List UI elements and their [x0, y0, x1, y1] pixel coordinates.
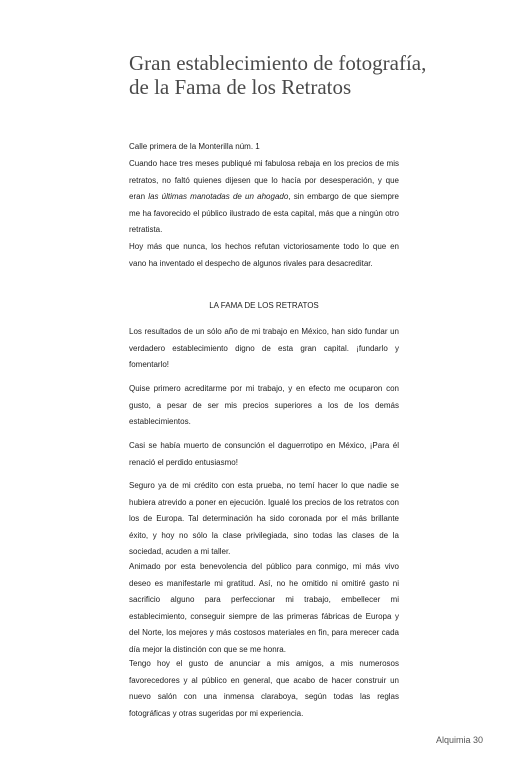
- paragraph-3: Los resultados de un sólo año de mi trabajo en México, han sido fundar un verdadero establecimiento digno de esta gran capital. ¡fundarlo y fomentarlo!: [129, 327, 399, 370]
- paragraph-8: Tengo hoy el gusto de anunciar a mis amigos, a mis numerosos favorecedores y al público en general, que acabo de hacer construir un nuevo salón con una inmensa claraboya, según todas las reglas fotográficas y otras sugeridas por mi experiencia.: [129, 659, 399, 718]
- address-line: Calle primera de la Monterilla núm. 1: [129, 142, 260, 151]
- paragraph-2: Hoy más que nunca, los hechos refutan victoriosamente todo lo que en vano ha inventado el despecho de algunos rivales para desacreditar.: [129, 242, 399, 268]
- paragraph-7: Animado por esta benevolencia del público para conmigo, mi más vivo deseo es manifestarle mi gratitud. Así, no he omitido ni omitiré gasto ni sacrificio alguno para perfeccionar mi trabajo, embellecer mi establecimiento, conseguir siempre de las primeras fábricas de Europa y del Norte, los mejores y más costosos materiales en fin, para merecer cada día mejor la distinción con que se me honra.: [129, 562, 399, 654]
- paragraph-5: Casi se había muerto de consunción el daguerrotipo en México, ¡Para él renació el perdido entusiasmo!: [129, 441, 399, 467]
- section-heading: LA FAMA DE LOS RETRATOS: [209, 301, 319, 310]
- paragraph-1-start: Cuando hace tres meses publiqué mi fabulosa rebaja en los precios de mis retratos, no faltó quienes dijesen que lo hacía por desesperación, y que eran: [129, 159, 399, 202]
- paragraph-1: [129, 156, 399, 239]
- paragraph-1-emphasis: las últimas manotadas de un ahogado: [148, 192, 289, 202]
- paragraph-6: Seguro ya de mi crédito con esta prueba, no temí hacer lo que nadie se hubiera atrevido a poner en ejecución. Igualé los precios de los retratos con los de Europa. Tal determinación ha sido coronada por el más brillante éxito, y hoy no sólo la clase privilegiada, sino todas las clases de la sociedad, acuden a mi taller.: [129, 481, 399, 557]
- page-footer: Alquimia 30: [435, 735, 483, 745]
- paragraph-4: Quise primero acreditarme por mi trabajo, y en efecto me ocuparon con gusto, a pesar de ser mis precios superiores a los de los demás establecimientos.: [129, 384, 399, 427]
- article-title: Gran establecimiento de fotografía, de la Fama de los Retratos: [129, 51, 427, 99]
- paragraph-1-end: , sin embargo de que siempre me ha favorecido el público ilustrado de esta capital, más que a ningún otro retratista.: [129, 192, 400, 235]
